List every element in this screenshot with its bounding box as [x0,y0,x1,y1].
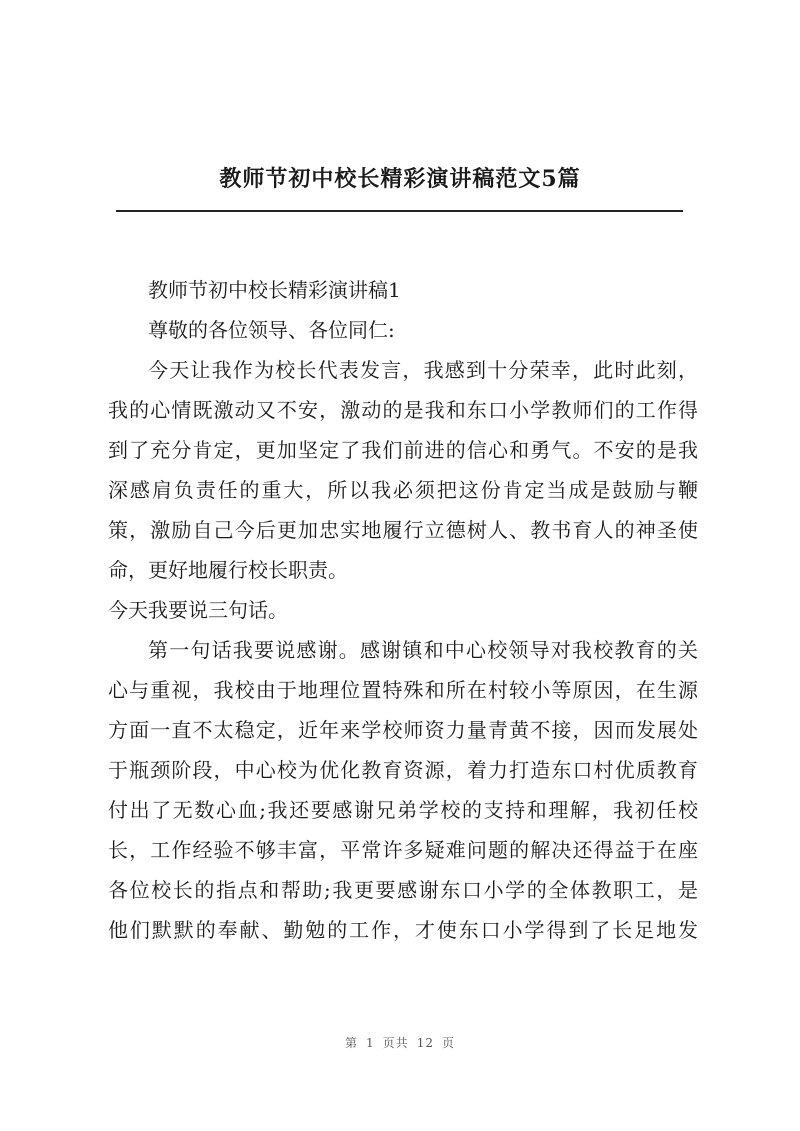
paragraph-line: 我的心情既激动又不安，激动的是我和东口小学教师们的工作得 [108,398,698,422]
page-label-mid: 页共 [382,1036,409,1050]
page-footer [0,1034,800,1051]
paragraph-line: 深感肩负责任的重大，所以我必须把这份肯定当成是鼓励与鞭 [108,478,698,502]
paragraph-line: 第一句话我要说感谢。感谢镇和中心校领导对我校教育的关 [148,638,698,662]
page-label-suffix: 页 [441,1036,455,1050]
paragraph-line: 他们默默的奉献、勤勉的工作，才使东口小学得到了长足地发 [108,918,698,942]
section-heading: 教师节初中校长精彩演讲稿1 [148,278,401,302]
total-pages: 12 [416,1036,434,1050]
document-body [108,270,698,950]
title-divider [116,210,683,212]
salutation: 尊敬的各位领导、各位同仁: [148,318,395,342]
paragraph-line: 长，工作经验不够丰富，平常许多疑难问题的解决还得益于在座 [108,838,698,862]
paragraph-line: 于瓶颈阶段，中心校为优化教育资源，着力打造东口村优质教育 [108,758,698,782]
paragraph-line: 今天我要说三句话。 [108,598,288,622]
paragraph-line: 策，激励自己今后更加忠实地履行立德树人、教书育人的神圣使 [108,518,698,542]
paragraph-line: 今天让我作为校长代表发言，我感到十分荣幸，此时此刻， [148,358,698,382]
page-number: 1 [366,1036,375,1050]
paragraph-line: 付出了无数心血;我还要感谢兄弟学校的支持和理解，我初任校 [108,798,698,822]
paragraph-line: 各位校长的指点和帮助;我更要感谢东口小学的全体教职工，是 [108,878,698,902]
paragraph-line: 到了充分肯定，更加坚定了我们前进的信心和勇气。不安的是我 [108,438,698,462]
page-label-prefix: 第 [345,1036,359,1050]
paragraph-line: 心与重视，我校由于地理位置特殊和所在村较小等原因，在生源 [108,678,698,702]
paragraph-line: 命，更好地履行校长职责。 [108,558,348,582]
document-title: 教师节初中校长精彩演讲稿范文5篇 [219,166,581,192]
paragraph-line: 方面一直不太稳定，近年来学校师资力量青黄不接，因而发展处 [108,718,698,742]
